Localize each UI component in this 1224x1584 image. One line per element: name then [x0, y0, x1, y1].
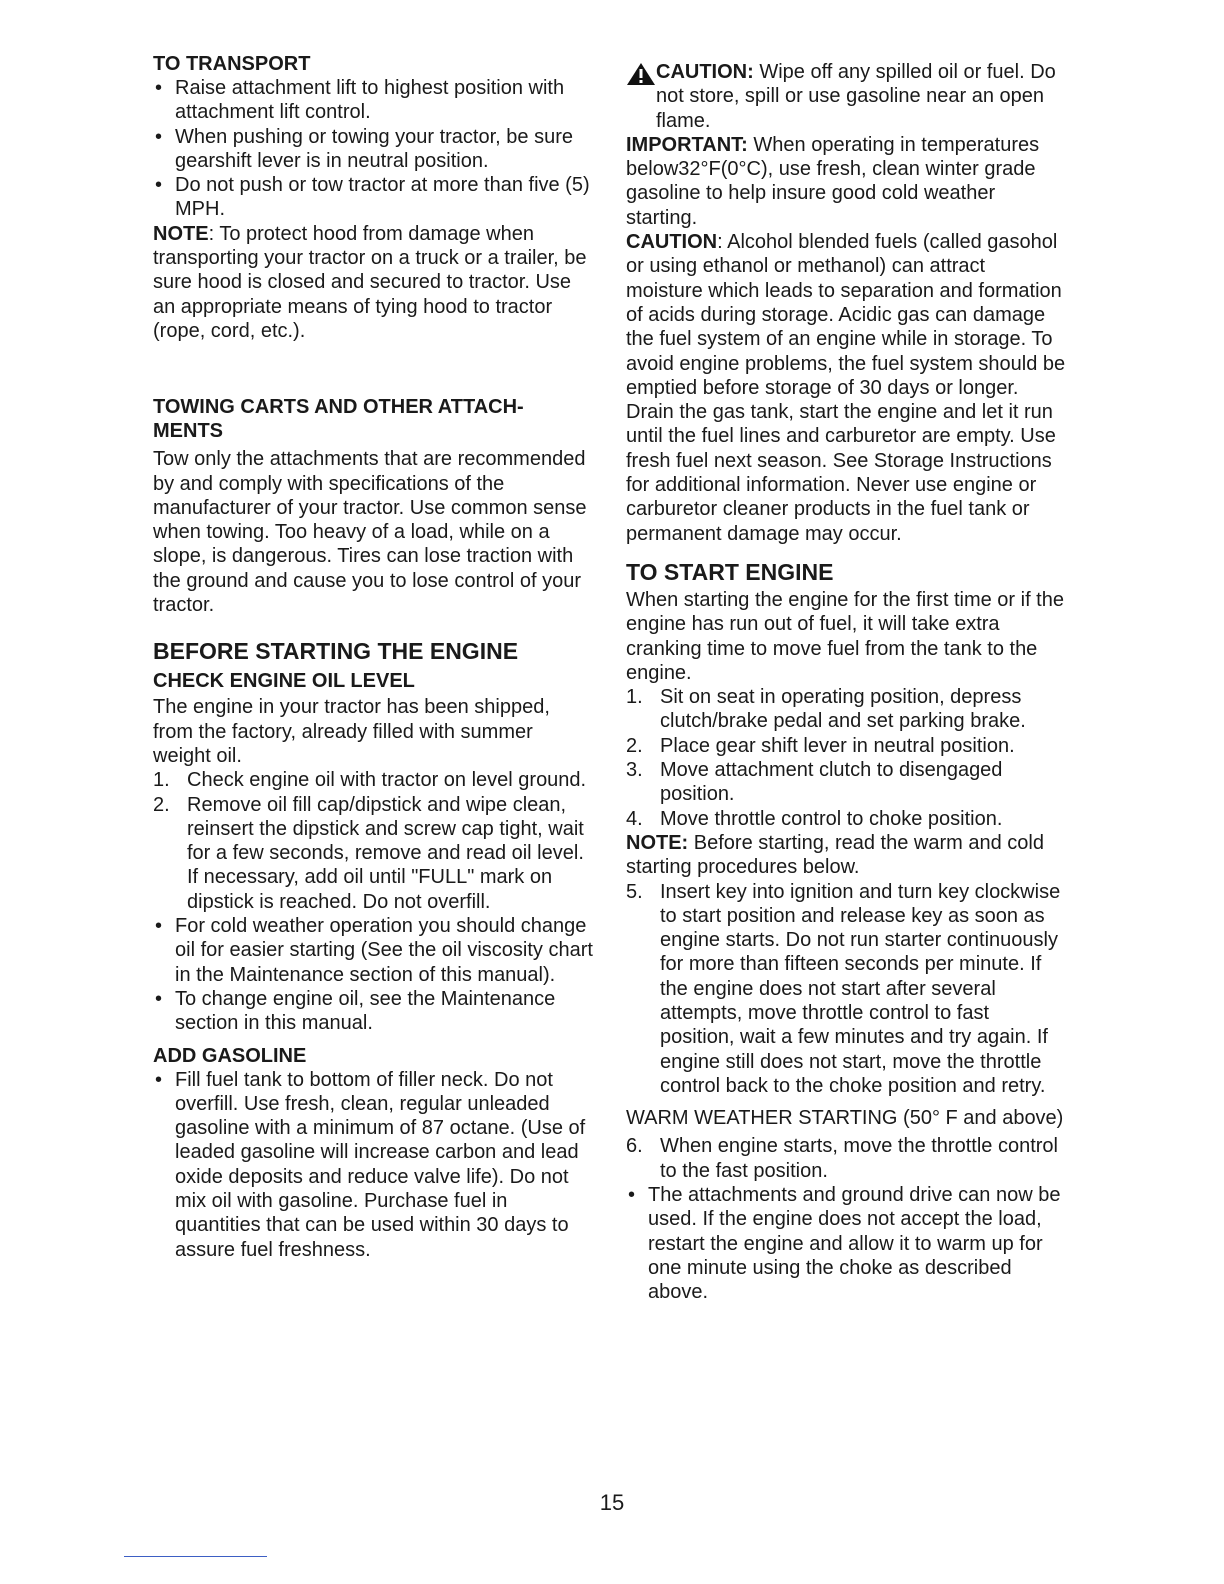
section-heading-towing: TOWING CARTS AND OTHER ATTACH- MENTS — [153, 396, 524, 443]
list-item: • Do not push or tow tractor at more than five (5) MPH. — [155, 174, 590, 221]
important-note: IMPORTANT: When operating in temperatures below32°F(0°C), use fresh, clean winter grade gasoline to help insure good cold weather starting. — [626, 133, 1040, 229]
warm-weather-heading: WARM WEATHER STARTING (50° F and above) — [626, 1107, 1064, 1130]
list-item: 2. Remove oil fill cap/dipstick and wipe clean, reinsert the dipstick and screw cap tight, wait for a few seconds, remove and read oil level. If necessary, add oil until "FULL" mark on dipstick is reached. Do not overfill. — [153, 793, 584, 913]
page-number: 15 — [599, 1490, 625, 1515]
list-item: • Raise attachment lift to highest position with attachment lift control. — [155, 77, 565, 124]
list-item: 3. Move attachment clutch to disengaged position. — [626, 759, 1003, 806]
left-column — [153, 52, 593, 1262]
list-item: 2. Place gear shift lever in neutral position. — [626, 734, 1015, 757]
section-heading-transport: TO TRANSPORT — [153, 53, 311, 75]
caution-fuel: CAUTION: Wipe off any spilled oil or fuel. Do not store, spill or use gasoline near an open flame. — [626, 60, 1066, 133]
footer-rule — [124, 1556, 267, 1557]
list-item: 5. Insert key into ignition and turn key clockwise to start position and release key as soon as engine starts. Do not run starter continuously for more than fifteen seconds per minute. If the engine does not start after several attempts, move throttle control to fast position, wait a few minutes and try again. If engine still does not start, move the throttle control back to the choke position and retry. — [626, 880, 1061, 1097]
list-item: 1. Check engine oil with tractor on level ground. — [153, 769, 587, 792]
caution-alcohol-fuels: CAUTION: Alcohol blended fuels (called gasohol or using ethanol or methanol) can attract moisture which leads to separation and formation of acids during storage. Acidic gas can damage the fuel system of an engine while in storage. To avoid engine problems, the fuel system should be emptied before storage of 30 days or longer. Drain the gas tank, start the engine and let it run until the fuel lines and carburetor are empty. Use fresh fuel next season. See Storage Instructions for additional information. Never use engine or carburetor cleaner products in the fuel tank or permanent damage may occur. — [626, 231, 1066, 545]
transport-note: NOTE: To protect hood from damage when transporting your tractor on a truck or a trailer, be sure hood is closed and secured to tractor. Use an appropriate means of tying hood to tractor (rope, cord, etc.). — [153, 222, 587, 342]
section-heading-before-starting: BEFORE STARTING THE ENGINE — [153, 638, 519, 665]
list-item: • Fill fuel tank to bottom of filler neck. Do not overfill. Use fresh, clean, regular unleaded gasoline with a minimum of 87 octane. (Use of leaded gasoline will increase carbon and lead oxide deposits and reduce valve life). Do not mix oil with gasoline. Purchase fuel in quantities that can be used within 30 days to assure fuel freshness. — [155, 1068, 586, 1261]
list-item: 1. Sit on seat in operating position, depress clutch/brake pedal and set parking brake. — [626, 686, 1026, 733]
towing-body: Tow only the attachments that are recommended by and comply with specifications of the manufacturer of your tractor. Use common sense when towing. Too heavy of a load, while on a slope, is dangerous. Tires can lose traction with the ground and cause you to lose control of your tractor. — [153, 448, 587, 617]
check-oil-intro: The engine in your tractor has been shipped, from the factory, already filled with summer weight oil. — [153, 696, 550, 767]
warning-triangle-icon — [626, 62, 656, 86]
subheading-check-oil: CHECK ENGINE OIL LEVEL — [153, 670, 415, 693]
list-item: • To change engine oil, see the Maintenance section in this manual. — [155, 987, 556, 1035]
right-column — [626, 60, 1066, 1305]
start-engine-intro: When starting the engine for the first time or if the engine has run out of fuel, it will take extra cranking time to move fuel from the tank to the engine. — [626, 588, 1064, 684]
section-heading-start-engine: TO START ENGINE — [626, 558, 834, 585]
subheading-add-gasoline: ADD GASOLINE — [153, 1044, 307, 1067]
list-item: • When pushing or towing your tractor, be sure gearshift lever is in neutral position. — [155, 125, 573, 172]
list-item: 4. Move throttle control to choke position. — [626, 807, 1003, 830]
list-item: • The attachments and ground drive can now be used. If the engine does not accept the load, restart the engine and allow it to warm up for one minute using the choke as described above. — [628, 1184, 1061, 1304]
list-item: • For cold weather operation you should change oil for easier starting (See the oil viscosity chart in the Maintenance section of this manual). — [155, 915, 593, 986]
start-engine-note: NOTE: Before starting, read the warm and cold starting procedures below. — [626, 831, 1044, 879]
list-item: 6. When engine starts, move the throttle control to the fast position. — [626, 1135, 1058, 1182]
